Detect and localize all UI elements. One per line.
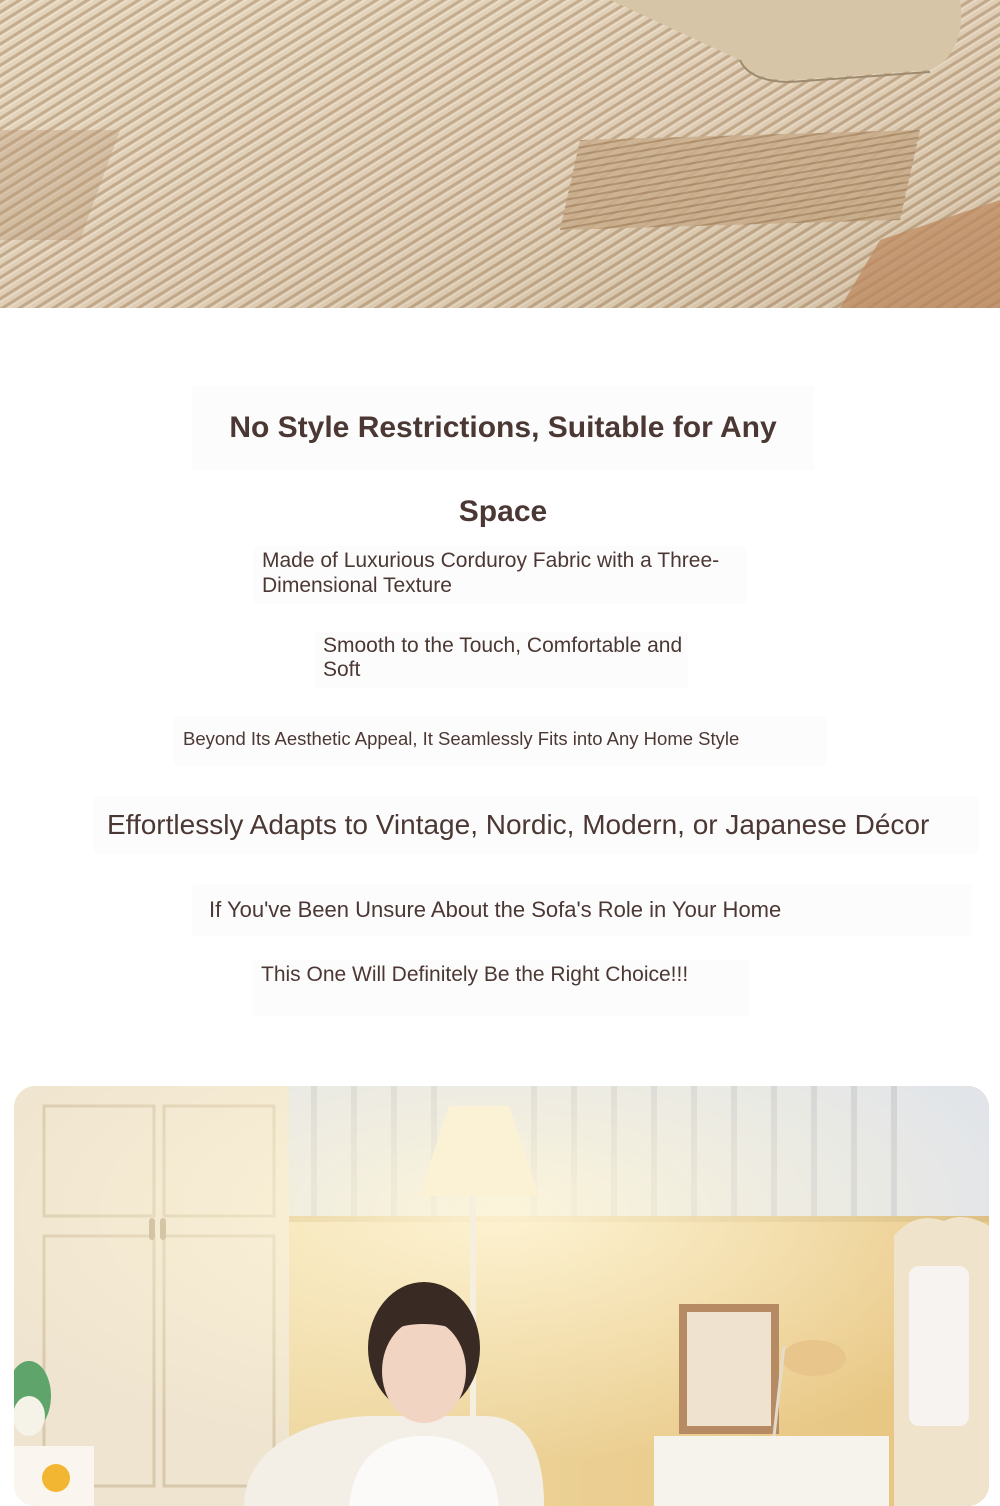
- decor-adapt-line: Effortlessly Adapts to Vintage, Nordic, Modern, or Japanese Décor: [94, 796, 978, 854]
- fabric-description: Made of Luxurious Corduroy Fabric with a Three-Dimensional Texture: [254, 546, 746, 604]
- corduroy-texture-image: [0, 0, 1000, 308]
- right-choice-line: This One Will Definitely Be the Right Choice!!!: [252, 960, 750, 1016]
- sofa-role-line: If You've Been Unsure About the Sofa's Role in Your Home: [192, 884, 972, 936]
- touch-description: Smooth to the Touch, Comfortable and Soft: [314, 632, 688, 688]
- style-fit-line: Beyond Its Aesthetic Appeal, It Seamlessly Fits into Any Home Style: [174, 716, 826, 766]
- room-photo: [14, 1086, 989, 1506]
- section-heading: No Style Restrictions, Suitable for Any Space: [192, 386, 814, 470]
